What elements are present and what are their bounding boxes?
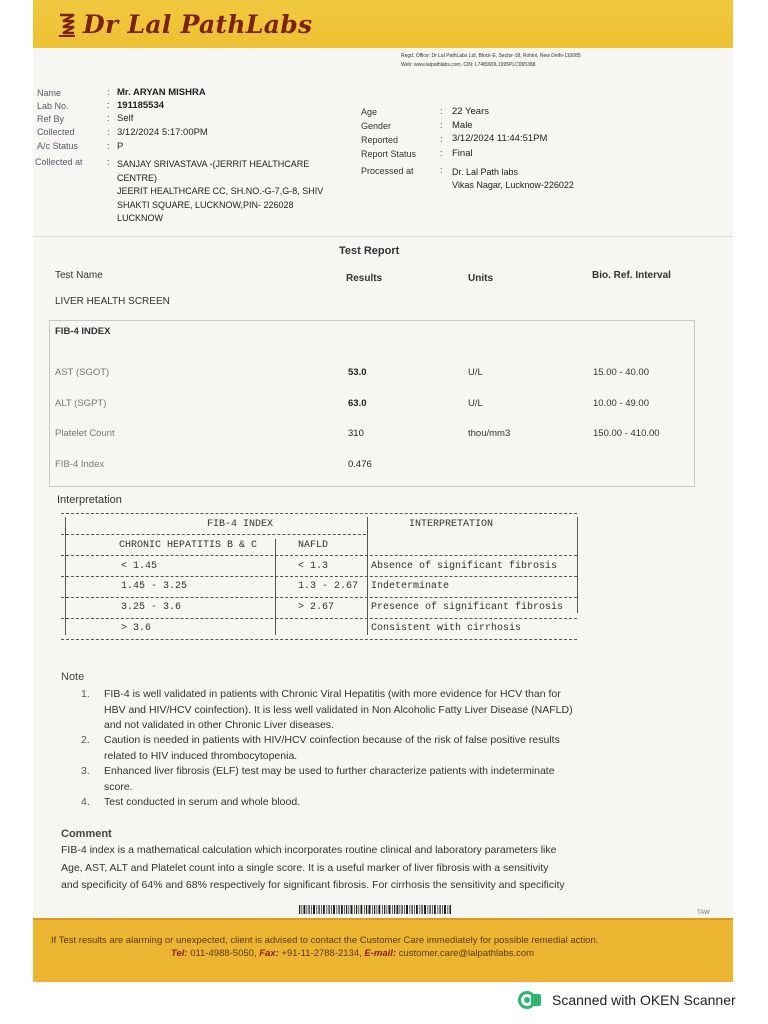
name-label: Name	[37, 88, 62, 98]
ac-status: P	[117, 141, 124, 152]
note-number: 1.	[81, 688, 90, 700]
comment-line: and specificity of 64% and 68% respectively for significant fibrosis. For cirrhosis the sensitivity and specificity	[61, 879, 565, 891]
comment-text	[61, 842, 631, 895]
note-number: 4.	[81, 796, 90, 808]
table-border	[577, 517, 578, 613]
barcode	[299, 905, 451, 914]
test-result: 53.0	[348, 367, 367, 378]
note-line: Test conducted in serum and whole blood.	[104, 796, 301, 808]
interpretation-text: Consistent with cirrhosis	[371, 623, 522, 634]
test-ref-interval: 150.00 - 410.00	[593, 428, 660, 439]
hep-range: > 3.6	[121, 623, 152, 634]
scanner-text: Scanned with OKEN Scanner	[552, 992, 736, 1008]
table-rule	[61, 534, 366, 535]
note-text	[104, 733, 644, 764]
col-test-name: Test Name	[55, 270, 103, 281]
report-title: Test Report	[339, 245, 400, 257]
test-name: Platelet Count	[55, 428, 115, 439]
colon: :	[107, 141, 110, 151]
col-results: Results	[346, 273, 383, 284]
result-row	[33, 367, 733, 381]
table-rule	[61, 597, 577, 598]
test-result: 310	[348, 428, 364, 439]
scanner-watermark	[518, 990, 736, 1010]
colon: :	[107, 100, 110, 110]
address-line: JEERIT HEALTHCARE CC, SH.NO.-G-7,G-8, SHIV	[117, 186, 324, 196]
reported-label: Reported	[361, 135, 399, 145]
age-label: Age	[361, 107, 378, 117]
test-name: ALT (SGPT)	[55, 398, 107, 409]
fax-label: Fax:	[259, 948, 279, 959]
hep-range: 1.45 - 3.25	[121, 581, 188, 592]
test-ref-interval: 10.00 - 49.00	[593, 398, 649, 409]
colon: :	[440, 148, 443, 158]
processed-at-line: Dr. Lal Path labs	[452, 167, 519, 177]
header-chronic-hepatitis: CHRONIC HEPATITIS B & C	[119, 540, 258, 551]
patient-gender: Male	[452, 120, 473, 131]
header-band	[33, 0, 733, 48]
report-page	[33, 0, 733, 982]
col-ref-interval: Bio. Ref. Interval	[592, 270, 671, 281]
tel-number: 011-4988-5050,	[190, 948, 257, 959]
note-title: Note	[61, 671, 85, 683]
ac-status-label: A/c Status	[37, 141, 79, 151]
colon: :	[440, 134, 443, 144]
processed-at	[452, 166, 574, 192]
colon: :	[107, 157, 110, 167]
table-rule	[61, 618, 577, 619]
test-ref-interval: 15.00 - 40.00	[593, 367, 649, 378]
registered-office	[401, 52, 581, 70]
note-line: FIB-4 is well validated in patients with Chronic Viral Hepatitis (with more evidence for HCV than for	[104, 688, 561, 700]
test-result: 63.0	[348, 398, 367, 409]
interpretation-table	[61, 513, 581, 641]
table-border	[65, 517, 66, 635]
office-web-line: Web: www.lalpathlabs.com, CIN: L74899DL1995PLC065388	[401, 62, 536, 68]
address-line: SHAKTI SQUARE, LUCKNOW,PIN- 226028	[117, 199, 294, 210]
test-unit: thou/mm3	[468, 428, 511, 439]
report-status-label: Report Status	[361, 149, 417, 159]
lab-no: 191185534	[117, 100, 165, 111]
logo-mark-icon	[57, 12, 77, 38]
processed-at-line: Vikas Nagar, Lucknow-226022	[452, 180, 574, 190]
footer-band	[33, 918, 733, 982]
colon: :	[440, 165, 443, 175]
taw-mark: TAW	[697, 910, 710, 916]
note-text	[104, 795, 644, 811]
reported-date: 3/12/2024 11:44:51PM	[452, 133, 548, 144]
note-line: Enhanced liver fibrosis (ELF) test may be used to further characterize patients with indeterminate	[104, 765, 555, 777]
divider	[33, 236, 733, 237]
footer-advisory: If Test results are alarming or unexpected, client is advised to contact the Customer Care immediately for possible remedial action.	[51, 935, 599, 946]
comment-title: Comment	[61, 828, 112, 840]
colon: :	[107, 113, 110, 123]
test-unit: U/L	[468, 398, 483, 409]
email-label: E-mail:	[364, 948, 397, 959]
table-rule	[61, 513, 577, 514]
colon: :	[440, 120, 443, 130]
ref-by: Self	[117, 113, 134, 124]
lab-logo	[57, 10, 312, 39]
gender-label: Gender	[361, 121, 392, 131]
header-nafld: NAFLD	[298, 540, 329, 551]
test-name: AST (SGOT)	[55, 367, 110, 378]
table-border	[275, 539, 276, 635]
collected-date: 3/12/2024 5:17:00PM	[117, 127, 208, 138]
colon: :	[107, 87, 110, 97]
hep-range: < 1.45	[121, 561, 158, 572]
processed-at-label: Processed at	[361, 166, 414, 176]
comment-line: Age, AST, ALT and Platelet count into a single score. It is a useful marker of liver fibrosis with a sensitivity	[61, 861, 549, 874]
nafld-range: 1.3 - 2.67	[298, 581, 359, 592]
colon: :	[107, 127, 110, 137]
nafld-range: < 1.3	[298, 561, 329, 572]
interpretation-text: Indeterminate	[371, 581, 450, 592]
nafld-range: > 2.67	[298, 602, 335, 613]
test-result: 0.476	[348, 459, 372, 470]
test-unit: U/L	[468, 367, 483, 378]
report-status: Final	[452, 148, 473, 159]
oken-scanner-icon	[518, 990, 542, 1010]
note-text	[104, 764, 644, 795]
interpretation-text: Presence of significant fibrosis	[371, 602, 564, 613]
fax-number: +91-11-2788-2134,	[281, 948, 362, 959]
note-line: Caution is needed in patients with HIV/HCV coinfection because of the risk of false positive results	[104, 734, 560, 746]
test-name: FIB-4 Index	[55, 459, 105, 470]
note-number: 3.	[81, 765, 90, 777]
comment-line: FIB-4 index is a mathematical calculation which incorporates routine clinical and laboratory parameters like	[61, 844, 557, 856]
header-fib4-index: FIB-4 INDEX	[207, 519, 274, 530]
address-line: LUCKNOW	[117, 213, 164, 223]
table-rule	[61, 639, 577, 640]
section-title: LIVER HEALTH SCREEN	[55, 296, 170, 307]
col-units: Units	[468, 273, 493, 284]
result-row	[33, 459, 733, 473]
hep-range: 3.25 - 3.6	[121, 602, 182, 613]
office-line: Regd. Office: Dr Lal PathLabs Ltd, Block-E, Sector-18, Rohini, New Delhi-110085	[401, 53, 581, 59]
colon: :	[440, 106, 443, 116]
note-number: 2.	[81, 734, 90, 746]
table-border	[367, 517, 368, 635]
note-line: related to HIV induced thrombocytopenia.	[104, 749, 298, 762]
collected-at-address	[117, 158, 323, 226]
note-line: HBV and HIV/HCV coinfection). It is less well validated in Non Alcoholic Fatty Liver Disease (NAFLD)	[104, 703, 573, 716]
note-line: score.	[104, 780, 133, 793]
email-address: customer.care@lalpathlabs.com	[398, 948, 535, 959]
patient-name: Mr. ARYAN MISHRA	[117, 87, 206, 98]
table-rule	[61, 576, 577, 577]
ref-by-label: Ref By	[37, 114, 65, 124]
logo-text: Dr Lal PathLabs	[83, 10, 313, 39]
patient-age: 22 Years	[452, 106, 489, 117]
interpretation-title: Interpretation	[57, 494, 122, 506]
footer-contact	[171, 948, 534, 959]
table-rule	[61, 555, 577, 556]
subsection-title: FIB-4 INDEX	[55, 326, 111, 337]
note-text	[104, 687, 644, 734]
address-line: CENTRE)	[117, 172, 157, 183]
lab-no-label: Lab No.	[37, 101, 69, 111]
result-row	[33, 428, 733, 442]
result-row	[33, 398, 733, 412]
address-line: SANJAY SRIVASTAVA -(JERRIT HEALTHCARE	[117, 159, 310, 169]
interpretation-text: Absence of significant fibrosis	[371, 561, 558, 572]
note-line: and not validated in other Chronic Liver diseases.	[104, 719, 334, 731]
collected-label: Collected	[37, 127, 75, 137]
header-interpretation: INTERPRETATION	[409, 519, 494, 530]
tel-label: Tel:	[171, 948, 188, 959]
collected-at-label: Collected at	[35, 157, 83, 167]
